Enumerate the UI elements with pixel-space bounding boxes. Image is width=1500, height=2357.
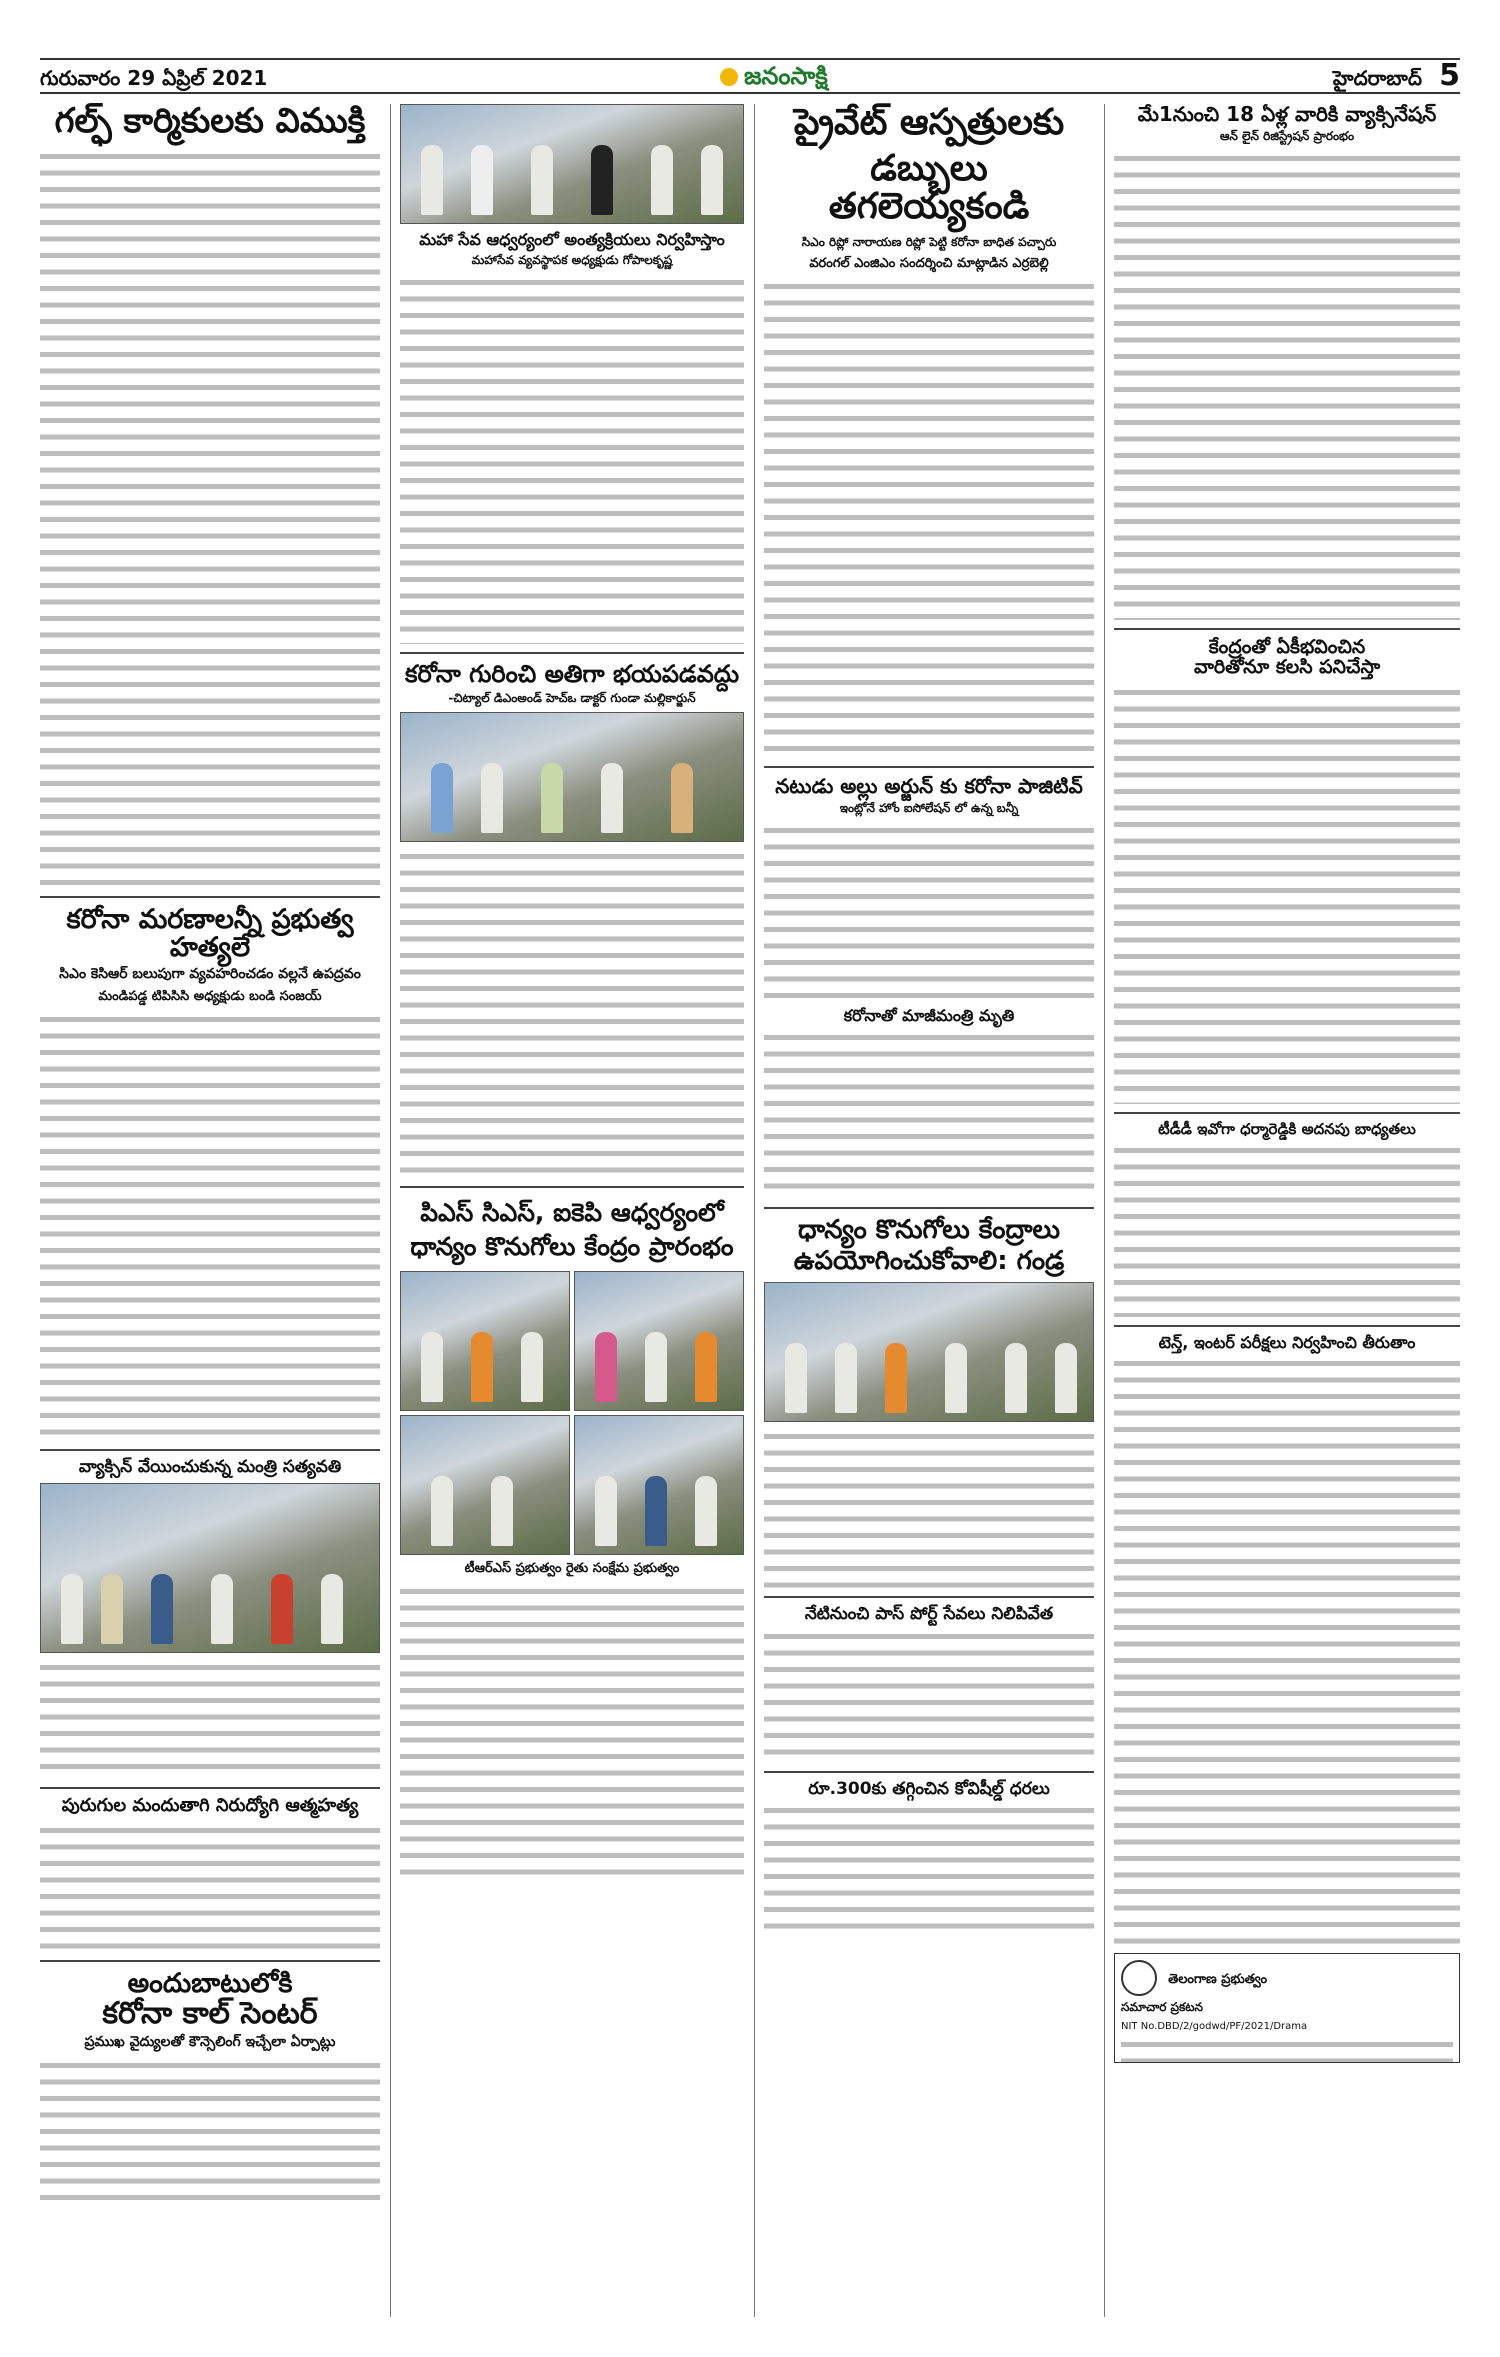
headline-gandra-1: ధాన్యం కొనుగోలు కేంద్రాలు xyxy=(798,1215,1060,1246)
headline-allu-arjun: నటుడు అల్లు అర్జున్ కు కరోనా పాజిటివ్ xyxy=(775,774,1083,799)
news-photo xyxy=(40,1483,380,1653)
divider xyxy=(40,1787,380,1789)
subheadline: సిఎం రిప్లో నారాయణ రిప్లో పెట్టి కరోనా బాధిత పచ్చారు xyxy=(801,235,1057,250)
headline-call-center-1: అందుబాటులోకి xyxy=(127,1968,293,2000)
subheadline: ఇంట్లోనే హోం ఐసోలేషన్ లో ఉన్న బన్నీ xyxy=(839,801,1019,816)
logo-text: జనంసాక్షి xyxy=(744,62,828,90)
article-body xyxy=(1114,1355,1460,1945)
divider xyxy=(1114,628,1460,630)
article-body xyxy=(764,1802,1094,1932)
article-body xyxy=(40,1659,380,1779)
divider xyxy=(400,1186,744,1188)
news-photo xyxy=(400,1271,570,1411)
divider xyxy=(764,1596,1094,1598)
headline-centre-2: వారితోనూ కలసి పనిచేస్తా xyxy=(1193,655,1381,678)
headline-passport: నేటినుంచి పాస్ పోర్ట్ సేవలు నిలిపివేత xyxy=(804,1603,1054,1624)
subheadline: ప్రముఖ వైద్యులతో కౌన్సెలింగ్ ఇచ్చేలా ఏర్పాట్లు xyxy=(84,2033,336,2050)
headline-ttd: టీడీడీ ఇవోగా ధర్మారెడ్డికి అదనపు బాధ్యతలు xyxy=(1158,1119,1416,1138)
government-notice xyxy=(1114,1953,1460,2063)
logo-icon xyxy=(720,68,738,86)
headline-vaccine-minister: వ్యాక్సిన్ వేయించుకున్న మంత్రి సత్యవతి xyxy=(78,1457,342,1478)
headline-exams: టెన్త్, ఇంటర్ పరీక్షలు నిర్వహించి తీరుతాం xyxy=(1158,1332,1416,1352)
news-photo xyxy=(574,1271,744,1411)
column-divider xyxy=(754,104,755,2317)
issue-date: గురువారం 29 ఏప్రిల్ 2021 xyxy=(40,66,268,90)
article-body xyxy=(400,1583,744,1883)
subheadline: మండిపడ్డ టిపిసిసి అధ్యక్షుడు బండి సంజయ్ xyxy=(98,989,322,1005)
headline-gulf: గల్ఫ్ కార్మికులకు విముక్తి xyxy=(54,101,366,141)
divider xyxy=(40,896,380,898)
page-header xyxy=(40,58,1460,94)
column-1 xyxy=(40,101,380,2207)
article-body xyxy=(1114,150,1460,620)
column-divider xyxy=(1104,104,1105,2317)
headline-vaccination: మే1నుంచి 18 ఏళ్ల వారికి వ్యాక్సినేషన్ xyxy=(1137,102,1437,126)
page-number: 5 xyxy=(1439,58,1460,93)
article-body xyxy=(1114,684,1460,1104)
photo-grid xyxy=(400,1415,744,1555)
article-body xyxy=(764,1628,1094,1763)
subheadline: మహాసేవ వ్యవస్థాపక అధ్యక్షుడు గోపాలకృష్ణ xyxy=(471,252,673,267)
notice-body xyxy=(1121,2036,1453,2062)
article-body xyxy=(764,822,1094,1002)
headline-mahaseva: మహా సేవ ఆధ్వర్యంలో అంత్యక్రియలు నిర్వహిస్తాం xyxy=(419,230,725,249)
divider xyxy=(1114,1325,1460,1327)
masthead-logo xyxy=(720,62,828,96)
headline-call-center-2: కరోనా కాల్ సెంటర్ xyxy=(102,1996,318,2032)
headline-grain-center: పిఎస్ సిఎస్, ఐకెపి ఆధ్వర్యంలో ధాన్యం కొనుగోలు కేంద్రం ప్రారంభం xyxy=(410,1197,734,1261)
subheadline: వరంగల్ ఎంజిఎం సందర్శించి మాట్లాడిన ఎర్రబెల్లి xyxy=(809,256,1049,272)
article-body xyxy=(40,2057,380,2207)
article-body xyxy=(40,1011,380,1441)
divider xyxy=(400,652,744,654)
divider xyxy=(40,1960,380,1962)
article-body xyxy=(400,848,744,1178)
article-body xyxy=(1114,1142,1460,1317)
subheadline: ఆన్ లైన్ రిజిస్ట్రేషన్ ప్రారంభం xyxy=(1219,129,1355,143)
divider xyxy=(764,1207,1094,1209)
article-body xyxy=(400,274,744,644)
divider xyxy=(764,766,1094,768)
headline-dont-panic: కరోనా గురించి అతిగా భయపడవద్దు xyxy=(404,659,740,688)
article-body xyxy=(764,1428,1094,1588)
headline-centre-1: కేంద్రంతో ఏకీభవించిన xyxy=(1208,636,1366,658)
article-body xyxy=(764,278,1094,758)
divider xyxy=(40,1449,380,1451)
news-photo xyxy=(574,1415,744,1555)
notice-number: NIT No.DBD/2/godwd/PF/2021/Drama xyxy=(1121,2021,1308,2033)
column-4 xyxy=(1114,104,1460,2063)
emblem-icon xyxy=(1121,1960,1157,1996)
edition-city: హైదరాబాద్ xyxy=(1332,66,1422,90)
column-divider xyxy=(390,104,391,2317)
article-body xyxy=(40,1822,380,1952)
headline-gandra-2: ఉపయోగించుకోవాలి: గండ్ర xyxy=(793,1246,1065,1277)
news-photo xyxy=(764,1282,1094,1422)
photo-grid xyxy=(400,1271,744,1411)
headline-minister-death: కరోనాతో మాజీమంత్రి మృతి xyxy=(843,1006,1015,1026)
news-photo xyxy=(400,1415,570,1555)
headline-private-hospitals-2: డబ్బులు తగలెయ్యకండి xyxy=(828,147,1030,227)
divider xyxy=(764,1771,1094,1773)
article-body xyxy=(40,148,380,888)
headline-covishield: రూ.300కు తగ్గించిన కోవిషీల్డ్ ధరలు xyxy=(808,1778,1050,1799)
column-3 xyxy=(764,104,1094,1932)
news-photo xyxy=(400,104,744,224)
notice-title: తెలంగాణ ప్రభుత్వం xyxy=(1168,1971,1268,1987)
headline-corona-deaths: కరోనా మరణాలన్నీ ప్రభుత్వ హత్యలే xyxy=(66,903,354,964)
divider xyxy=(1114,1112,1460,1114)
subheadline: -చిట్యాల్ డిఎంఅండ్ హెచ్ఒ డాక్టర్ గుండా మల్లికార్జున్ xyxy=(448,690,696,705)
column-2 xyxy=(400,104,744,1883)
article-body xyxy=(764,1029,1094,1199)
subheadline: సిఎం కెసిఆర్ బలుపుగా వ్యవహరించడం వల్లనే ఉపద్రవం xyxy=(59,966,361,983)
notice-subtitle: సమాచార ప్రకటన xyxy=(1121,2000,1203,2015)
news-photo xyxy=(400,712,744,842)
photo-caption: టీఆర్ఎస్ ప్రభుత్వం రైతు సంక్షేమ ప్రభుత్వం xyxy=(464,1561,680,1577)
headline-private-hospitals-1: ప్రైవేట్ ఆస్పత్రులకు xyxy=(793,102,1065,143)
headline-suicide: పురుగుల మందుతాగి నిరుద్యోగి ఆత్మహత్య xyxy=(61,1795,359,1817)
